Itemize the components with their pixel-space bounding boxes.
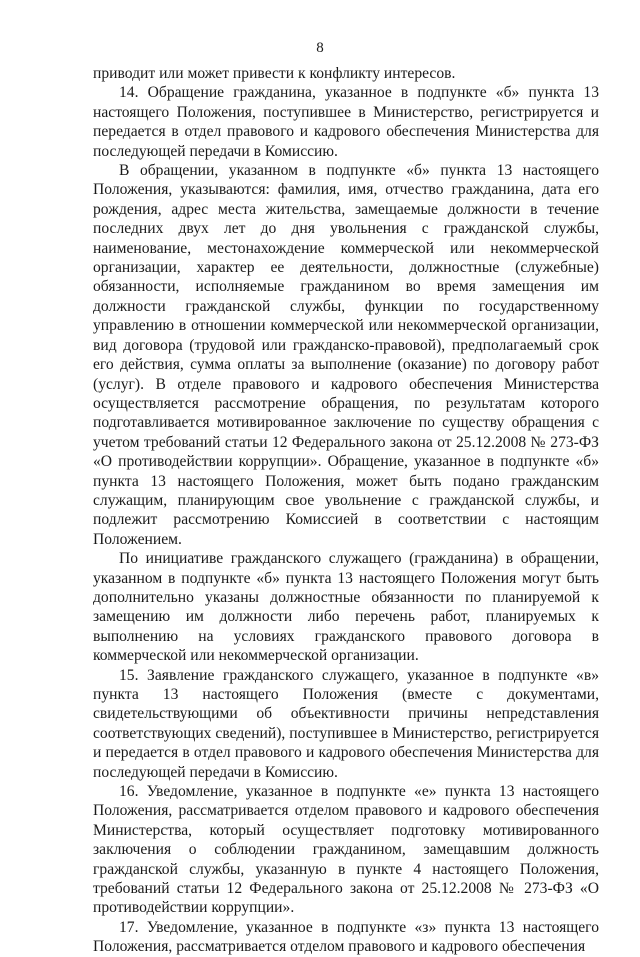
paragraph-continuation: приводит или может привести к конфликту интересов.	[93, 65, 456, 82]
paragraph-initiative: По инициативе гражданского служащего (гражданина) в обращении, указанном в подпункте «б» пункта 13 настоящего Положения могут быть дополнительно указаны должностные обязанности по планируемой к замещению им должности либо перечень работ, планируемых к выполнению на условиях гражданского правового договора в коммерческой или некоммерческой организации.	[93, 550, 599, 665]
paragraph-item-17: 17. Уведомление, указанное в подпункте «з» пункта 13 настоящего Положения, рассматривается отделом правового и кадрового обеспечения	[93, 918, 599, 956]
page-number: 8	[316, 40, 324, 56]
paragraph-appeal-contents: В обращении, указанном в подпункте «б» пункта 13 настоящего Положения, указываются: фамилия, имя, отчество гражданина, дата его рождения, адрес места жительства, замещаемые должности в течение последних двух лет до дня увольнения с гражданской службы, наименование, местонахождение коммерческой или некоммерческой организации, характер ее деятельности, должностные (служебные) обязанности, исполняемые гражданином во время замещения им должности гражданской службы, функции по государственному управлению в отношении коммерческой или некоммерческой организации, вид договора (трудовой или гражданско-правовой), предполагаемый срок его действия, сумма оплаты за выполнение (оказание) по договору работ (услуг). В отделе правового и кадрового обеспечения Министерства осуществляется рассмотрение обращения, по результатам которого подготавливается мотивированное заключение по существу обращения с учетом требований статьи 12 Федерального закона от 25.12.2008 № 273-ФЗ «О противодействии коррупции». Обращение, указанное в подпункте «б» пункта 13 настоящего Положения, может быть подано гражданским служащим, планирующим свое увольнение с гражданской службы, и подлежит рассмотрению Комиссией в соответствии с настоящим Положением.	[93, 162, 599, 548]
paragraph-item-15: 15. Заявление гражданского служащего, указанное в подпункте «в» пункта 13 настоящего Положения (вместе с документами, свидетельствующими об объективности причины непредставления соответствующих сведений), поступившее в Министерство, регистрируется и передается в отдел правового и кадрового обеспечения Министерства для последующей передачи в Комиссию.	[93, 666, 599, 781]
document-body	[93, 64, 599, 957]
paragraph-item-16: 16. Уведомление, указанное в подпункте «е» пункта 13 настоящего Положения, рассматривается отделом правового и кадрового обеспечения Министерства, который осуществляет подготовку мотивированного заключения о соблюдении гражданином, замещавшим должность гражданской службы, указанную в пункте 4 настоящего Положения, требований статьи 12 Федерального закона от 25.12.2008 № 273-ФЗ «О противодействии коррупции».	[93, 783, 599, 917]
paragraph-item-14: 14. Обращение гражданина, указанное в подпункте «б» пункта 13 настоящего Положения, поступившее в Министерство, регистрируется и передается в отдел правового и кадрового обеспечения Министерства для последующей передачи в Комиссию.	[93, 84, 599, 160]
